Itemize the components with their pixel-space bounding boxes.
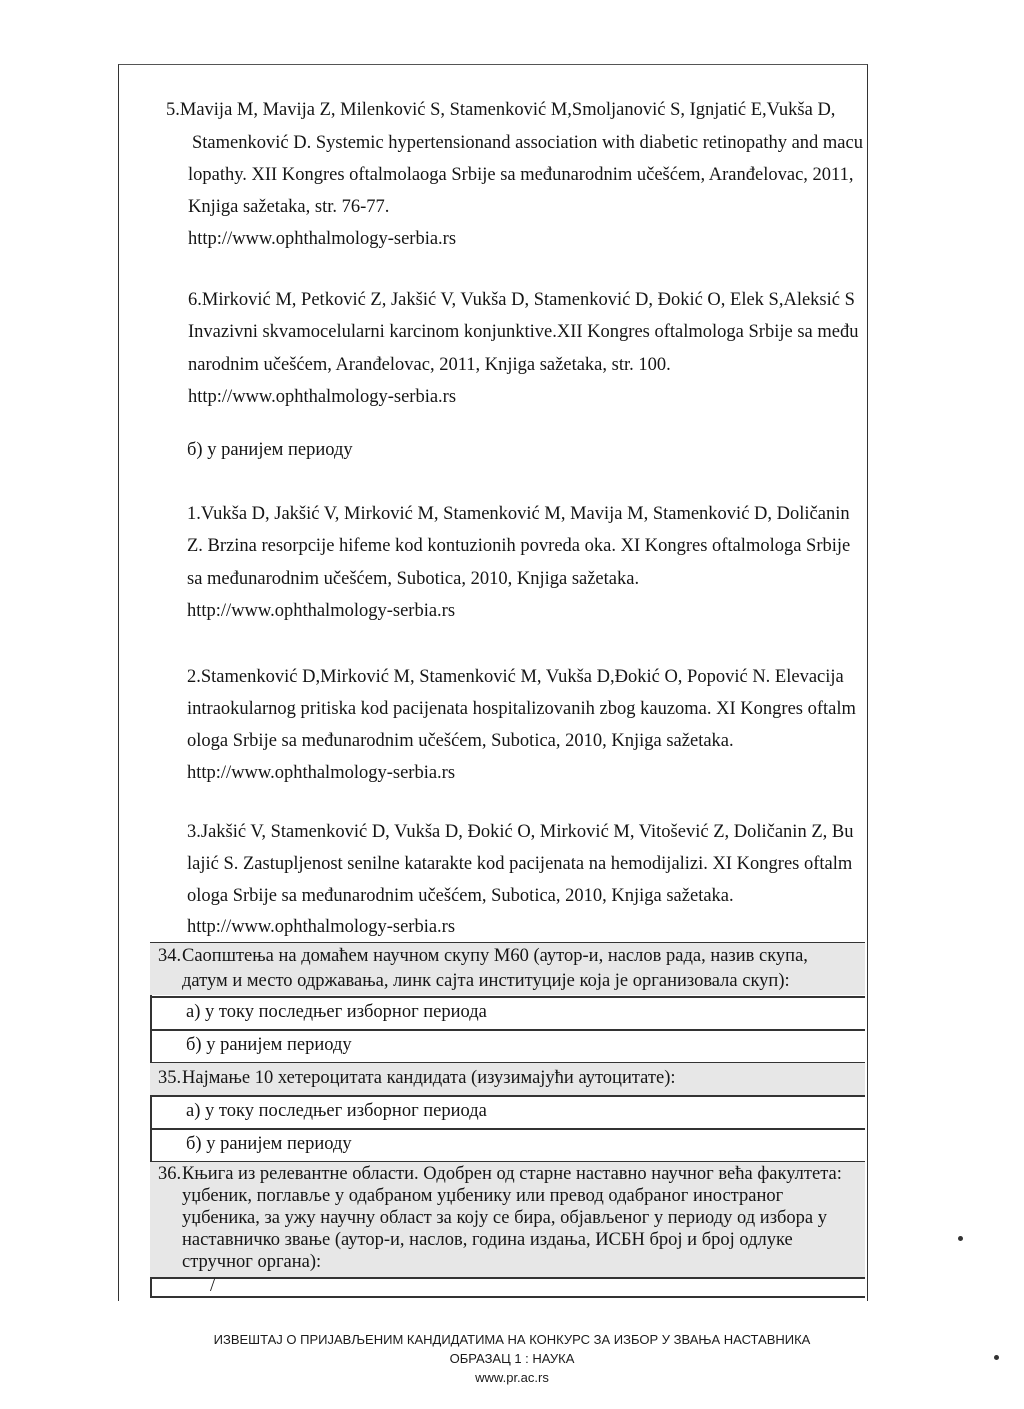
reference-line: 6.Mirković M, Petković Z, Jakšić V, Vukša D, Stamenković D, Đokić O, Elek S,Aleksić S <box>188 290 855 310</box>
reference-line: 3.Jakšić V, Stamenković D, Vukša D, Đokić O, Mirković M, Vitošević Z, Doličanin Z, Bu <box>187 822 854 842</box>
table-row-34b <box>150 1030 865 1062</box>
footer-form: ОБРАЗАЦ 1 : НАУКА <box>449 1351 575 1366</box>
reference-link[interactable]: http://www.ophthalmology-serbia.rs <box>187 763 456 783</box>
table-row-34a <box>150 997 865 1029</box>
row-title: Саопштења на домаћем научном скупу М60 (аутор-и, наслов рада, назив скупа, <box>182 946 808 966</box>
row-title: уџбеника, за ужу научну област за коју се бира, објављеног у периоду од избора у <box>182 1208 828 1228</box>
row-label: б) у ранијем периоду <box>186 1134 352 1154</box>
row-title: уџбеник, поглавље у одабраном уџбенику или превод одабраног иностраног <box>182 1186 784 1206</box>
reference-line: 1.Vukša D, Jakšić V, Mirković M, Stamenković M, Mavija M, Stamenković D, Doličanin <box>187 504 850 524</box>
reference-link[interactable]: http://www.ophthalmology-serbia.rs <box>187 917 456 937</box>
scan-speck <box>958 1236 963 1241</box>
row-number: 36. <box>158 1164 182 1184</box>
reference-line: Stamenković D. Systemic hypertensionand association with diabetic retinopathy and macu <box>192 133 863 153</box>
table-row-36-value <box>150 1278 865 1298</box>
row-label: б) у ранијем периоду <box>186 1035 352 1055</box>
reference-line: ologa Srbije sa međunarodnim učešćem, Subotica, 2010, Knjiga sažetaka. <box>187 886 734 906</box>
reference-line: lajić S. Zastupljenost senilne katarakte kod pacijenata na hemodijalizi. XI Kongres oftalm <box>187 854 853 874</box>
section-earlier-heading: б) у ранијем периоду <box>187 440 353 460</box>
reference-line: intraokularnog pritiska kod pacijenata hospitalizovanih zbog kauzoma. XI Kongres oftalm <box>187 699 856 719</box>
table-row-35b <box>150 1129 865 1161</box>
reference-line: Z. Brzina resorpcije hifeme kod kontuzionih povreda oka. XI Kongres oftalmologa Srbije <box>187 536 851 556</box>
reference-line: sa međunarodnim učešćem, Subotica, 2010, Knjiga sažetaka. <box>187 569 640 589</box>
row-title: стручног органа): <box>182 1252 322 1272</box>
table-row-35 <box>150 1063 865 1095</box>
reference-line: ologa Srbije sa međunarodnim učešćem, Subotica, 2010, Knjiga sažetaka. <box>187 731 734 751</box>
row-label: а) у току последњег изборног периода <box>186 1002 487 1022</box>
reference-line: lopathy. XII Kongres oftalmolaoga Srbije sa međunarodnim učešćem, Aranđelovac, 2011, <box>188 165 854 185</box>
row-number: 35. <box>158 1068 182 1088</box>
reference-line: Knjiga sažetaka, str. 76-77. <box>188 197 390 217</box>
row-title: наставничко звање (аутор-и, наслов, година издања, ИСБН број и број одлуке <box>182 1230 793 1250</box>
footer-title: ИЗВЕШТАЈ О ПРИЈАВЉЕНИМ КАНДИДАТИМА НА КОНКУРС ЗА ИЗБОР У ЗВАЊА НАСТАВНИКА <box>213 1332 811 1347</box>
reference-line: Invazivni skvamocelularni karcinom konjunktive.XII Kongres oftalmologa Srbije sa među <box>188 322 859 342</box>
row-label: а) у току последњег изборног периода <box>186 1101 487 1121</box>
reference-link[interactable]: http://www.ophthalmology-serbia.rs <box>188 387 457 407</box>
row-title: Књига из релевантне области. Одобрен од старне наставно научног већа факултета: <box>182 1164 842 1184</box>
reference-line: 2.Stamenković D,Mirković M, Stamenković M, Vukša D,Đokić O, Popović N. Elevacija <box>187 667 844 687</box>
table-row-36 <box>150 1162 865 1277</box>
row-title: датум и место одржавања, линк сајта институције која је организовала скуп): <box>182 971 790 991</box>
reference-line: 5.Mavija M, Mavija Z, Milenković S, Stamenković M,Smoljanović S, Ignjatić E,Vukša D, <box>166 100 836 120</box>
reference-link[interactable]: http://www.ophthalmology-serbia.rs <box>188 229 457 249</box>
reference-link[interactable]: http://www.ophthalmology-serbia.rs <box>187 601 456 621</box>
table-row-34 <box>150 943 865 995</box>
table-divider <box>150 1296 865 1298</box>
row-value: / <box>210 1276 216 1296</box>
scan-speck <box>994 1355 999 1360</box>
row-title: Најмање 10 хетероцитата кандидата (изузимајући аутоцитате): <box>182 1068 676 1088</box>
reference-line: narodnim učešćem, Aranđelovac, 2011, Knjiga sažetaka, str. 100. <box>188 355 671 375</box>
table-row-35a <box>150 1096 865 1128</box>
row-number: 34. <box>158 946 182 966</box>
footer-url[interactable]: www.pr.ac.rs <box>475 1370 549 1385</box>
